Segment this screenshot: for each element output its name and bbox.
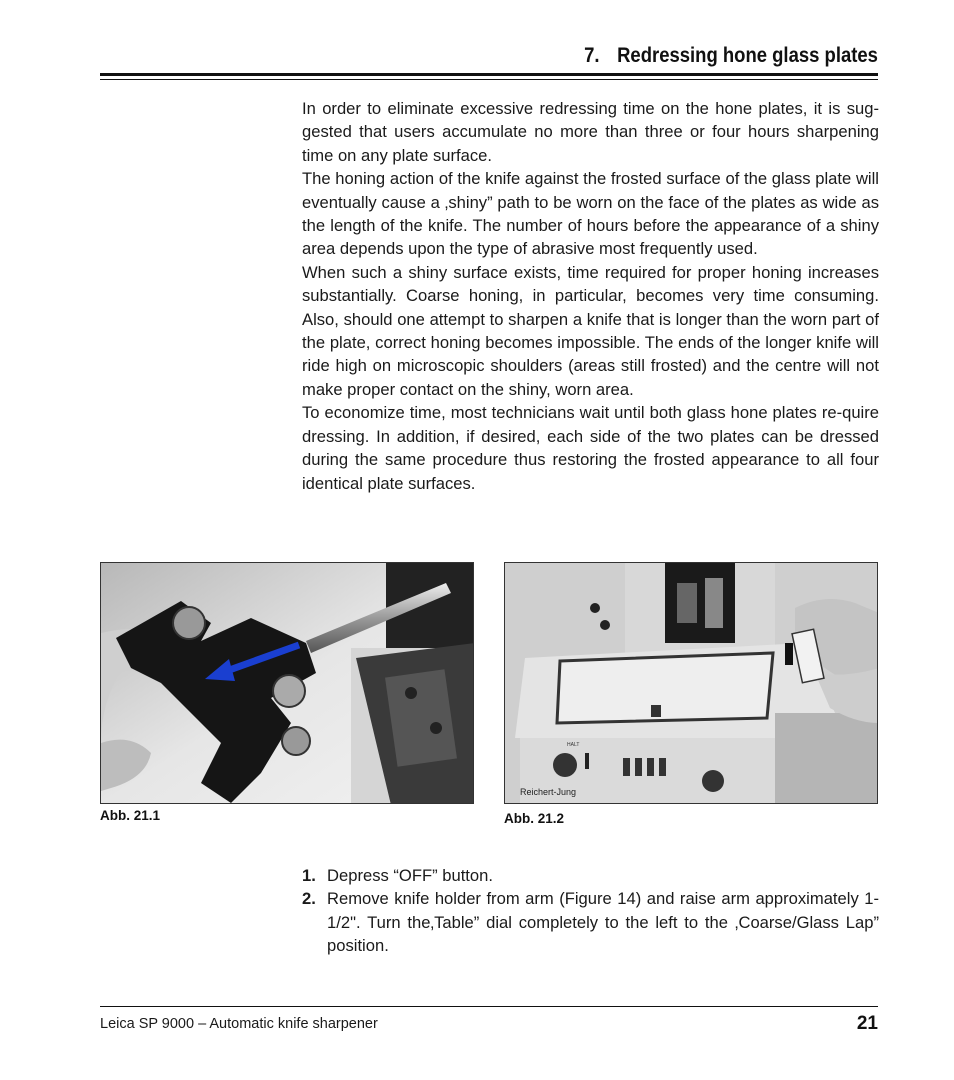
- section-heading: [584, 44, 878, 68]
- step-text: Remove knife holder from arm (Figure 14) and raise arm approximately 1-1/2". Turn the‚Table” dial completely to the left to the ‚Coarse/Glass Lap” position.: [327, 889, 879, 956]
- figure-caption: Abb. 21.1: [100, 808, 161, 823]
- paragraph: The honing action of the knife against the frosted surface of the glass plate will eventually cause a ‚shiny” path to be worn on the face of the plates as wide as the length of the knife. The number of hours before the appearance of a shiny area depends upon the type of abrasive most frequently used.: [302, 169, 879, 259]
- step-number: 2.: [302, 889, 316, 909]
- section-title: Redressing hone glass plates: [617, 44, 878, 67]
- page-number: 21: [856, 1013, 878, 1034]
- figure-21-1-photo: [100, 562, 474, 804]
- panel-label: HALT: [567, 742, 580, 748]
- instruction-steps: [302, 864, 879, 958]
- step-number: 1.: [302, 866, 316, 885]
- device-brand-label: Reichert-Jung: [520, 787, 577, 797]
- figure-caption: Abb. 21.2: [504, 811, 565, 826]
- paragraph: When such a shiny surface exists, time required for proper honing increases substantially. Coarse honing, in particular, becomes very time consuming. Also, should one attempt to sharpen a knife that is longer than the worn part of the plate, correct honing becomes impossible. The ends of the longer knife will ride high on microscopic shoulders (areas still frosted) and the centre will not make proper contact on the shiny, worn area.: [302, 262, 879, 399]
- paragraph: In order to eliminate excessive redressing time on the hone plates, it is sug-gested that users accumulate no more than three or four hours sharpening time on any plate surface.: [302, 99, 879, 165]
- speed-dial-icon: [702, 770, 724, 792]
- footer-document-title: Leica SP 9000 – Automatic knife sharpener: [100, 1016, 378, 1032]
- body-text: [302, 97, 879, 495]
- step-item: [302, 864, 879, 887]
- sharpener-device-illustration: [505, 563, 878, 804]
- header-rule-thin: [100, 79, 878, 80]
- table-dial-icon: [553, 753, 577, 777]
- step-item: [302, 887, 879, 957]
- footer-rule: [100, 1006, 878, 1007]
- section-number: 7.: [584, 44, 600, 67]
- header-rule-thick: [100, 73, 878, 76]
- knife-holder-illustration: [101, 563, 474, 804]
- paragraph: To economize time, most technicians wait until both glass hone plates re-quire dressing. In addition, if desired, each side of the two plates can be dressed during the same procedure thus restoring the frosted appearance to all four identical plate surfaces.: [302, 403, 879, 493]
- figure-21-2-photo: [504, 562, 878, 804]
- step-text: Depress “OFF” button.: [327, 866, 493, 885]
